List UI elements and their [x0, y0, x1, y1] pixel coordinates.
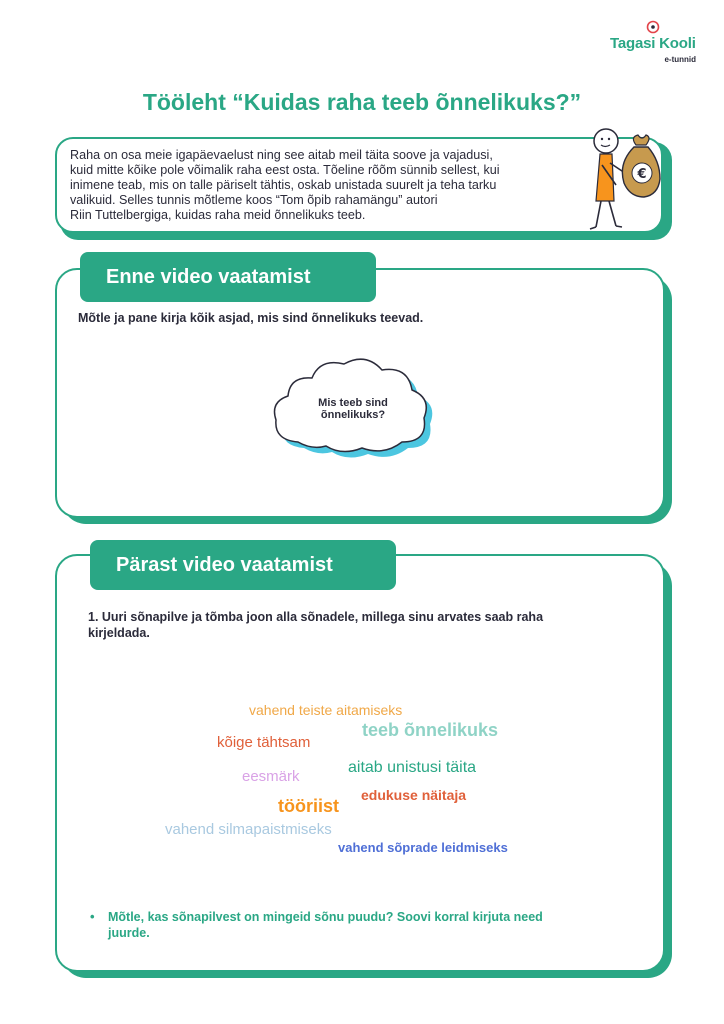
- before-instruction: Mõtle ja pane kirja kõik asjad, mis sind õnnelikuks teevad.: [78, 311, 424, 325]
- page-title: Tööleht “Kuidas raha teeb õnnelikuks?”: [142, 89, 582, 115]
- cloud-line: Mis teeb sind: [318, 397, 388, 409]
- word-cloud-item: vahend silmapaistmiseks: [165, 821, 332, 838]
- bullet-dot-icon: •: [90, 909, 95, 924]
- word-cloud-item: aitab unistusi täita: [348, 759, 477, 776]
- after-instruction-line: 1. Uuri sõnapilve ja tõmba joon alla sõnadele, millega sinu arvates saab raha: [88, 610, 544, 624]
- after-instruction: [88, 609, 543, 641]
- intro-line: inimene teab, mis on talle päriselt tähtis, oskab unistada suurelt ja teha tarku: [70, 178, 497, 192]
- word-cloud-item: vahend teiste aitamiseks: [249, 702, 403, 718]
- tagasi-kooli-logo: [606, 20, 702, 66]
- word-cloud-item: kõige tähtsam: [217, 734, 311, 751]
- word-cloud-item: teeb õnnelikuks: [362, 720, 499, 740]
- target-pin-icon: [646, 20, 660, 34]
- intro-text: [70, 148, 590, 223]
- bullet-item: [90, 909, 620, 941]
- logo-subtitle: e-tunnid: [664, 55, 696, 64]
- logo-name: Tagasi Kooli: [610, 35, 696, 52]
- after-section-heading: Pärast video vaatamist: [90, 540, 396, 590]
- word-cloud-item: vahend sõprade leidmiseks: [338, 840, 508, 855]
- intro-line: valikuid. Selles tunnis mõtleme koos “Tom õpib rahamängu” autori: [70, 193, 438, 207]
- cloud-question: [300, 397, 406, 421]
- intro-line: kuid mitte kõike pole võimalik raha eest osta. Tõeline rõõm sünnib sellest, kui: [70, 163, 500, 177]
- before-section-heading: Enne video vaatamist: [80, 252, 376, 302]
- intro-line: Raha on osa meie igapäevaelust ning see aitab meil täita soove ja vajadusi,: [70, 148, 493, 162]
- word-cloud-item: edukuse näitaja: [361, 787, 467, 803]
- bullet-line: Mõtle, kas sõnapilvest on mingeid sõnu puudu? Soovi korral kirjuta need: [108, 910, 543, 924]
- bullet-text: [108, 909, 543, 941]
- word-cloud-item: eesmärk: [242, 768, 300, 785]
- bullet-line: juurde.: [108, 926, 150, 940]
- cloud-line: õnnelikuks?: [320, 409, 386, 421]
- money-bag-symbol: €: [637, 167, 647, 182]
- word-cloud-item: tööriist: [278, 796, 339, 816]
- intro-line: Riin Tuttelbergiga, kuidas raha meid õnnelikuks teeb.: [70, 208, 366, 222]
- stick-figure-with-money-bag-icon: [586, 123, 662, 233]
- after-instruction-line: kirjeldada.: [88, 626, 150, 640]
